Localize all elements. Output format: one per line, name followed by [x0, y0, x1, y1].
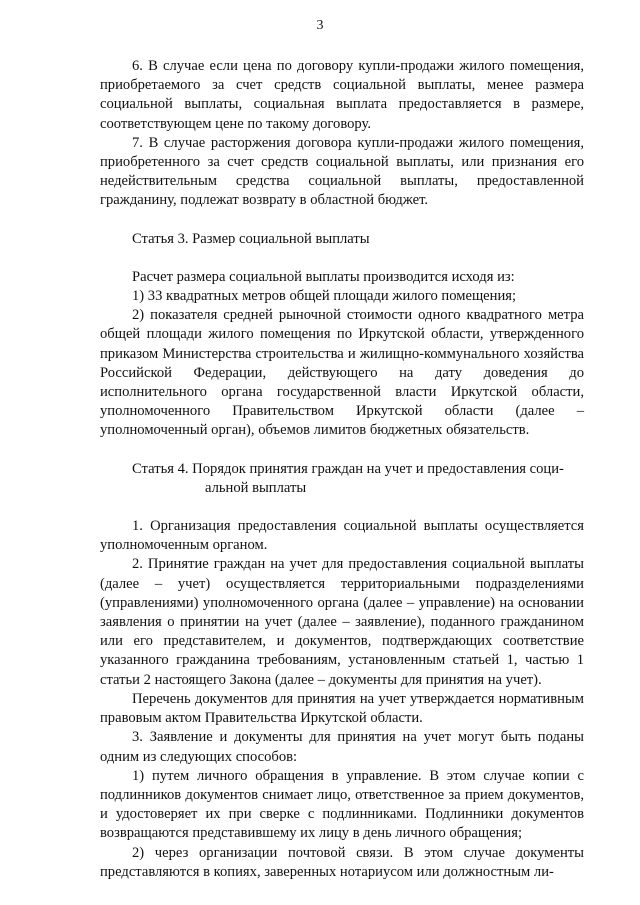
article-3-intro: Расчет размера социальной выплаты производится исходя из:: [132, 268, 515, 285]
article-4-heading-line-1: Статья 4. Порядок принятия граждан на учет и предоставления соци-: [132, 460, 564, 477]
article-4-method-2: 2) через организации почтовой связи. В этом случае документы представляются в копиях, заверенных нотариусом или должностным ли-: [100, 844, 584, 880]
article-4-documents-list: Перечень документов для принятия на учет утверждается нормативным правовым актом Правительства Иркутской области.: [100, 690, 584, 727]
article-4-paragraph-3: 3. Заявление и документы для принятия на учет могут быть поданы одним из следующих способов:: [100, 729, 584, 765]
article-4-paragraph-2: 2. Принятие граждан на учет для предоставления социальной выплаты (далее – учет) осуществляется территориальными подразделениями (управлениями) уполномоченного органа (далее – управление) на основании заявления о принятии на учет (далее – заявление), поданного гражданином или его представителем, и документов, подтверждающих соответствие указанного гражданина требованиям, установленным статьей 1, частью 1 статьи 2 настоящего Закона (далее – документы для принятия на учет).: [100, 556, 584, 688]
article-4-paragraph-1: 1. Организация предоставления социальной выплаты осуществляется уполномоченным органом.: [100, 518, 584, 554]
paragraph-6: 6. В случае если цена по договору купли-продажи жилого помещения, приобретаемого за счет средств социальной выплаты, менее размера социальной выплаты, социальная выплата предоставляется в размере, соответствующем цене по такому договору.: [100, 58, 584, 132]
article-4-heading-line-2: альной выплаты: [205, 479, 307, 496]
article-4-method-1: 1) путем личного обращения в управление. В этом случае копии с подлинников документов снимает лицо, ответственное за прием документов, и удостоверяет их при сверке с подлинниками. Подлинники документов возвращаются представившему их лицу в день личного обращения;: [100, 767, 584, 842]
article-3-item-1: 1) 33 квадратных метров общей площади жилого помещения;: [132, 288, 517, 305]
article-3-item-2: 2) показателя средней рыночной стоимости одного квадратного метра общей площади жилого помещения по Иркутской области, утвержденного приказом Министерства строительства и жилищно-коммунального хозяйства Российской Федерации, действующего на дату доведения до исполнительного органа государственной власти Иркутской области, уполномоченного Правительством Иркутской области (далее – уполномоченный орган), объемов лимитов бюджетных обязательств.: [100, 307, 584, 439]
paragraph-7: 7. В случае расторжения договора купли-продажи жилого помещения, приобретенного за счет средств социальной выплаты, или признания его недействительным средства социальной выплаты, предоставленной гражданину, подлежат возврату в областной бюджет.: [100, 134, 584, 209]
document-body: [100, 57, 584, 882]
article-3-heading: Статья 3. Размер социальной выплаты: [132, 230, 370, 247]
page-number: 3: [316, 18, 324, 33]
article-4-heading: [100, 460, 584, 498]
